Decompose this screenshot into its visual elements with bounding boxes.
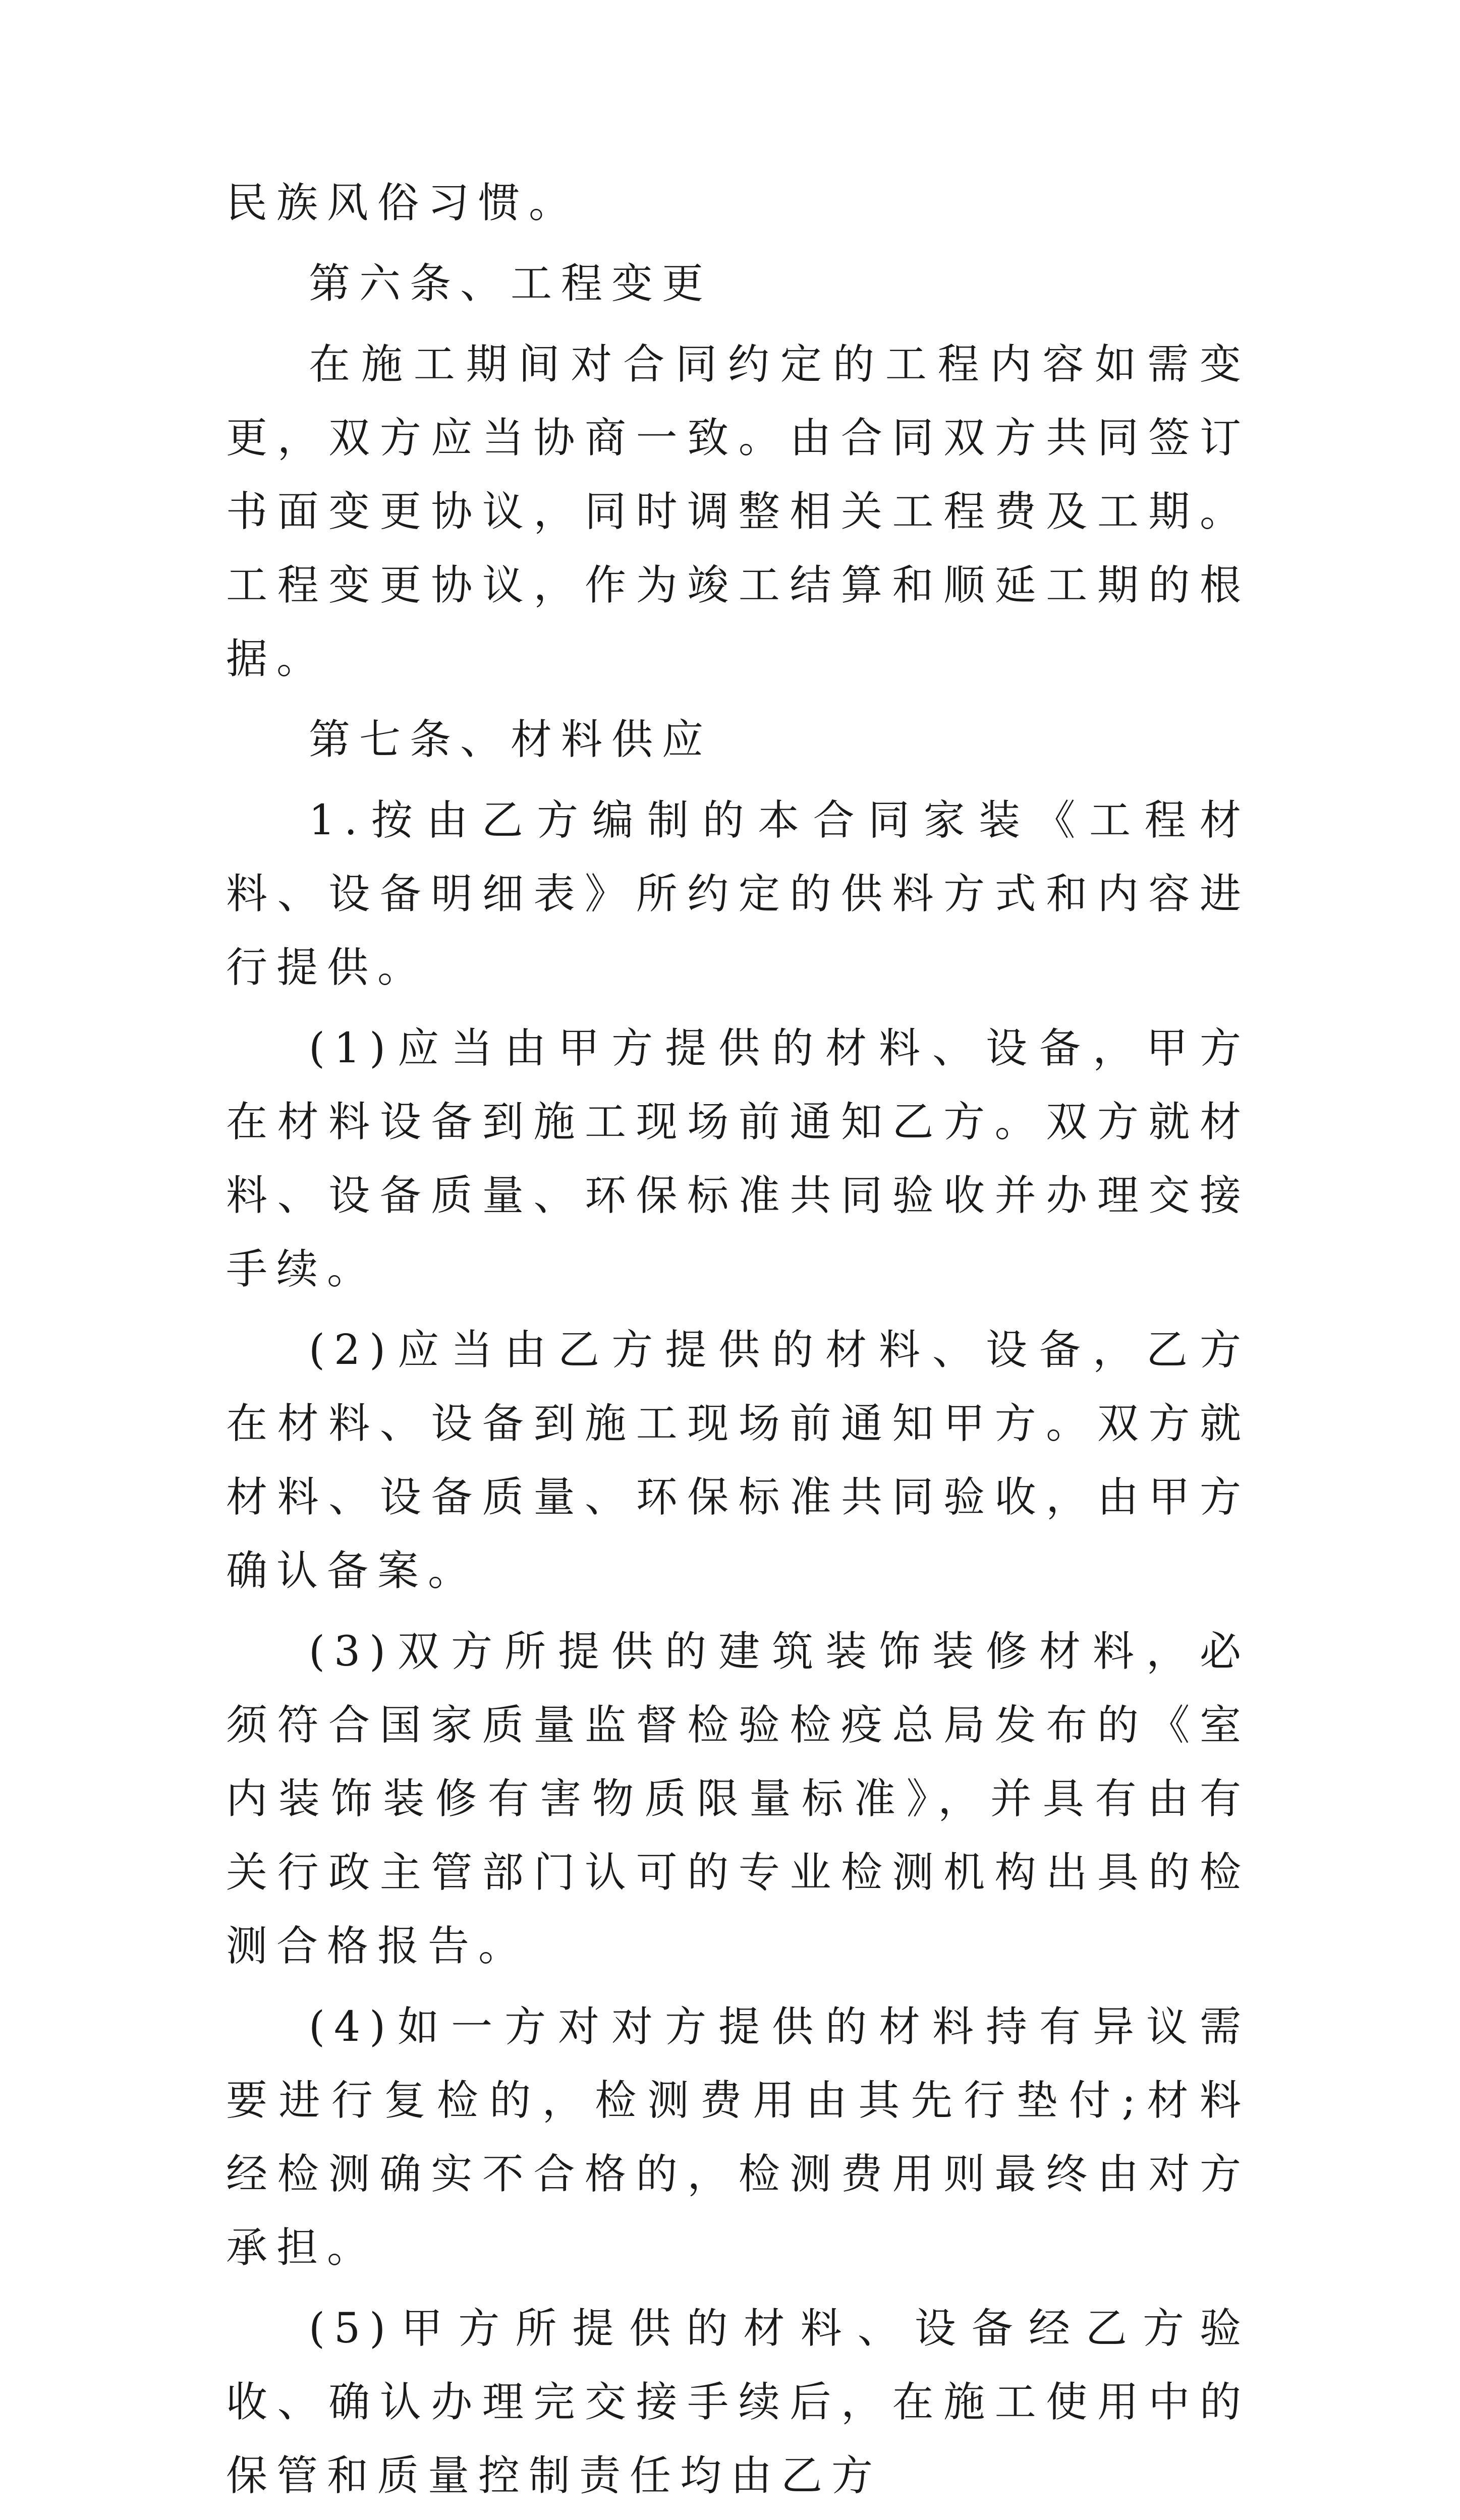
paragraph-material-item-5: (5)甲方所提供的材料、设备经乙方验收、确认办理完交接手续后，在施工使用中的保管和质量控制责任均由乙方	[226, 2305, 1250, 2500]
section-heading-6: 第六条、工程变更	[309, 260, 713, 308]
section-heading-7: 第七条、材料供应	[309, 716, 713, 764]
paragraph-material-1: 1.按由乙方编制的本合同家装《工程材料、设备明细表》所约定的供料方式和内容进行提供。	[226, 796, 1250, 992]
paragraph-material-item-2: (2)应当由乙方提供的材料、设备，乙方在材料、设备到施工现场前通知甲方。双方就材料、设备质量、环保标准共同验收，由甲方确认备案。	[226, 1326, 1250, 1595]
paragraph-engineering-change: 在施工期间对合同约定的工程内容如需变更，双方应当协商一致。由合同双方共同签订书面变更协议，同时调整相关工程费及工期。工程变更协议，作为竣工结算和顺延工期的根据。	[226, 340, 1250, 683]
paragraph-material-item-3: (3)双方所提供的建筑装饰装修材料，必须符合国家质量监督检验检疫总局发布的《室内装饰装修有害物质限量标准》，并具有由有关行政主管部门认可的专业检测机构出具的检测合格报告。	[226, 1628, 1250, 1970]
paragraph-1: 民族风俗习惯。	[226, 179, 580, 227]
document-body	[226, 166, 1250, 2520]
paragraph-material-item-4: (4)如一方对对方提供的材料持有异议需要进行复检的，检测费用由其先行垫付;材料经检测确实不合格的，检测费用则最终由对方承担。	[226, 2003, 1250, 2272]
paragraph-material-item-1: (1)应当由甲方提供的材料、设备，甲方在材料设备到施工现场前通知乙方。双方就材料、设备质量、环保标准共同验收并办理交接手续。	[226, 1024, 1250, 1293]
